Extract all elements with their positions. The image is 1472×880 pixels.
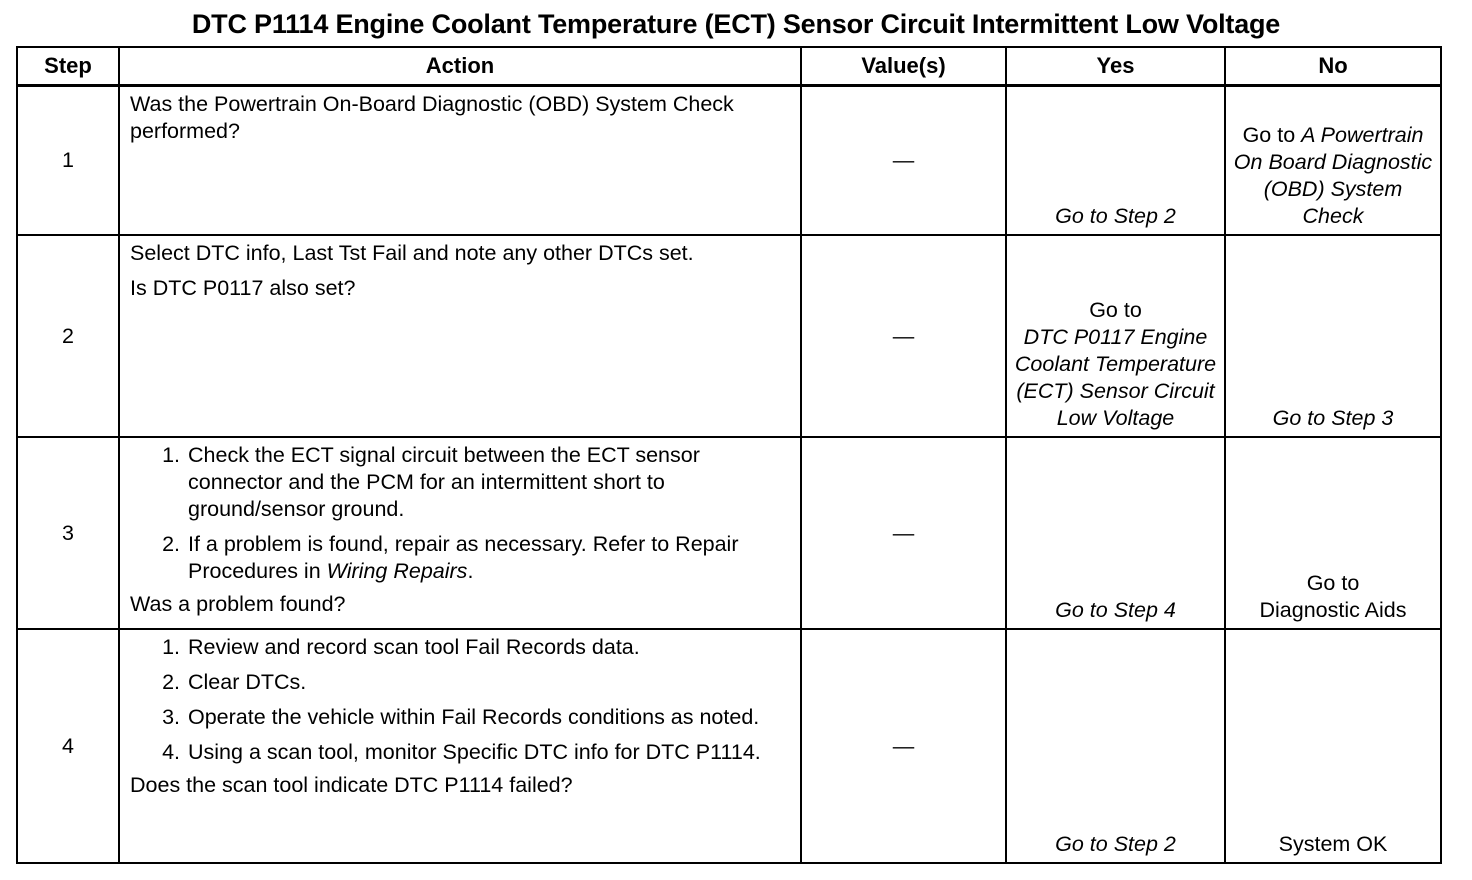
value-cell: — <box>801 85 1006 235</box>
yes-link: DTC P0117 Engine Coolant Temperature (ECT) Sensor Circuit Low Voltage <box>1014 325 1217 430</box>
yes-cell <box>1006 629 1225 863</box>
action-question: Is DTC P0117 also set? <box>130 276 356 300</box>
header-step: Step <box>17 47 119 85</box>
no-result: System OK <box>1278 832 1388 856</box>
header-no: No <box>1225 47 1441 85</box>
action-step: 1. Check the ECT signal circuit between the ECT sensor connector and the PCM for an intermittent short to ground/sensor ground. <box>186 442 790 523</box>
no-cell <box>1225 437 1441 629</box>
step-number: 3 <box>17 437 119 629</box>
no-target: Diagnostic Aids <box>1259 598 1407 622</box>
table-row <box>17 235 1441 437</box>
value-cell: — <box>801 437 1006 629</box>
table-header-row <box>17 47 1441 85</box>
yes-cell <box>1006 235 1225 437</box>
action-cell <box>119 437 801 629</box>
action-question: Was the Powertrain On-Board Diagnostic (OBD) System Check performed? <box>130 91 734 143</box>
table-row <box>17 437 1441 629</box>
action-step-text: If a problem is found, repair as necessary. Refer to Repair Procedures in <box>188 532 739 583</box>
action-intro: Select DTC info, Last Tst Fail and note any other DTCs set. <box>130 241 694 265</box>
action-cell <box>119 235 801 437</box>
wiring-repairs-reference: Wiring Repairs <box>326 559 468 583</box>
action-question: Was a problem found? <box>130 592 346 616</box>
diagnostic-table <box>16 46 1442 864</box>
action-step: 3. Operate the vehicle within Fail Records conditions as noted. <box>186 704 790 731</box>
action-step: 1. Review and record scan tool Fail Records data. <box>186 634 790 661</box>
no-cell <box>1225 235 1441 437</box>
yes-link: Go to Step 2 <box>1055 204 1176 228</box>
yes-prefix: Go to <box>1089 298 1142 322</box>
page-title: DTC P1114 Engine Coolant Temperature (ECT) Sensor Circuit Intermittent Low Voltage <box>191 9 1281 39</box>
no-link: A Powertrain On Board Diagnostic (OBD) System Check <box>1233 123 1433 228</box>
action-step <box>186 531 790 585</box>
action-steps <box>130 634 790 766</box>
action-step: 2. Clear DTCs. <box>186 669 790 696</box>
header-values: Value(s) <box>801 47 1006 85</box>
table-row <box>17 85 1441 235</box>
yes-link: Go to Step 2 <box>1055 832 1176 856</box>
yes-cell <box>1006 437 1225 629</box>
value-cell: — <box>801 235 1006 437</box>
action-question: Does the scan tool indicate DTC P1114 failed? <box>130 773 573 797</box>
yes-link: Go to Step 4 <box>1055 598 1176 622</box>
header-action: Action <box>119 47 801 85</box>
yes-cell <box>1006 85 1225 235</box>
header-yes: Yes <box>1006 47 1225 85</box>
table-row <box>17 629 1441 863</box>
no-cell <box>1225 629 1441 863</box>
step-number: 2 <box>17 235 119 437</box>
step-number: 1 <box>17 85 119 235</box>
step-number: 4 <box>17 629 119 863</box>
action-cell <box>119 85 801 235</box>
action-steps <box>130 442 790 585</box>
action-step-end: . <box>467 559 474 583</box>
no-prefix: Go to <box>1242 123 1296 147</box>
no-prefix: Go to <box>1306 571 1360 595</box>
value-cell: — <box>801 629 1006 863</box>
no-cell <box>1225 85 1441 235</box>
no-link: Go to Step 3 <box>1272 406 1394 430</box>
action-step: 4. Using a scan tool, monitor Specific DTC info for DTC P1114. <box>186 739 790 766</box>
action-cell <box>119 629 801 863</box>
